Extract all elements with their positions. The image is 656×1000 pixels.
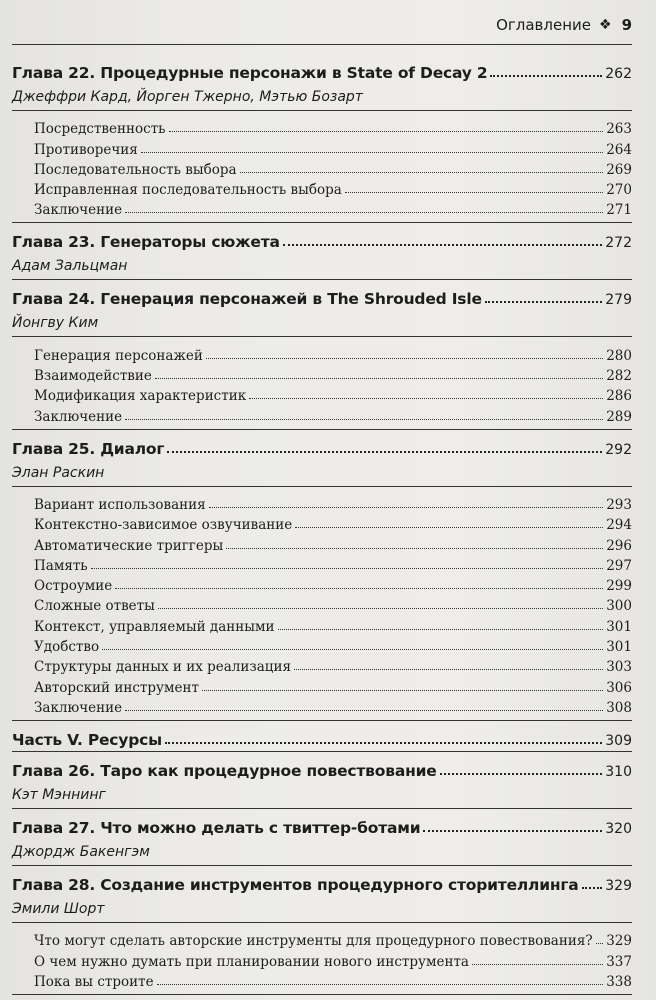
section-page: 293 <box>606 496 632 513</box>
section-title: Вариант использования <box>34 496 206 513</box>
section-title: Авторский инструмент <box>34 679 199 696</box>
section-list <box>12 487 632 720</box>
dot-leader <box>155 378 603 379</box>
chapter-page: 262 <box>605 66 632 82</box>
dot-leader <box>125 419 603 420</box>
chapter-page: 309 <box>605 732 632 749</box>
section-entry[interactable] <box>12 117 632 137</box>
section-entry[interactable] <box>12 675 632 695</box>
dot-leader <box>226 548 603 549</box>
section-title: Взаимодействие <box>34 368 152 385</box>
chapter-author: Кэт Мэннинг <box>12 786 106 803</box>
dot-leader <box>596 943 604 944</box>
section-entry[interactable] <box>12 513 632 533</box>
dot-leader <box>169 131 604 132</box>
chapter-author: Элан Раскин <box>12 460 632 487</box>
dot-leader <box>157 984 604 985</box>
dot-leader <box>141 152 603 153</box>
chapter-author: Джеффри Кард, Йорген Тжерно, Мэтью Бозарт <box>12 84 632 111</box>
chapter-title: Глава 22. Процедурные персонажи в State of Decay 2 <box>12 64 488 82</box>
toc-chapter <box>12 752 632 809</box>
section-entry[interactable] <box>12 364 632 384</box>
dot-leader <box>295 527 603 528</box>
toc-chapter <box>12 54 632 223</box>
section-page: 271 <box>606 202 632 219</box>
section-page: 301 <box>606 639 632 656</box>
section-entry[interactable] <box>12 655 632 675</box>
section-title: Структуры данных и их реализация <box>34 659 291 676</box>
chapter-author: Джордж Бакенгэм <box>12 843 150 860</box>
dot-leader <box>283 244 603 246</box>
section-entry[interactable] <box>12 970 632 990</box>
chapter-title: Глава 23. Генераторы сюжета <box>12 233 280 252</box>
section-page: 329 <box>606 933 632 950</box>
section-title: Память <box>34 557 88 574</box>
header-rule <box>12 44 632 45</box>
section-title: Остроумие <box>34 578 113 595</box>
section-page: 306 <box>606 679 632 696</box>
chapter-page: 279 <box>605 292 632 309</box>
section-entry[interactable] <box>12 554 632 574</box>
chapter-title: Часть V. Ресурсы <box>12 730 162 749</box>
dot-leader <box>440 773 603 775</box>
section-title: Автоматические триггеры <box>34 537 224 554</box>
dot-leader <box>102 649 603 650</box>
page-number: 9 <box>621 16 632 34</box>
dot-leader <box>167 451 602 453</box>
section-title: Что могут сделать авторские инструменты для процедурного повествования? <box>34 933 593 950</box>
chapter-entry[interactable] <box>12 866 632 896</box>
section-page: 338 <box>606 973 632 990</box>
section-entry[interactable] <box>12 614 632 634</box>
section-entry[interactable] <box>12 178 632 198</box>
dot-leader <box>485 301 603 303</box>
section-entry[interactable] <box>12 949 632 969</box>
section-page: 264 <box>606 141 632 158</box>
chapter-entry[interactable] <box>12 752 632 782</box>
dot-leader <box>472 964 603 965</box>
section-page: 308 <box>606 699 632 716</box>
section-title: Модификация характеристик <box>34 388 247 405</box>
chapter-entry[interactable] <box>12 223 632 253</box>
section-page: 300 <box>606 598 632 615</box>
chapter-entry[interactable] <box>12 430 632 460</box>
ornament-icon: ❖ <box>599 17 612 33</box>
chapter-entry[interactable] <box>12 809 632 839</box>
section-title: Удобство <box>34 639 100 656</box>
dot-leader <box>240 172 604 173</box>
chapter-author: Йонгву Ким <box>12 310 632 337</box>
chapter-page: 310 <box>605 763 632 780</box>
chapter-entry[interactable] <box>12 280 632 310</box>
chapter-entry[interactable] <box>12 54 632 84</box>
dot-leader <box>202 690 603 691</box>
dot-leader <box>582 887 603 889</box>
chapter-page: 292 <box>605 441 632 458</box>
dot-leader <box>490 75 602 77</box>
section-title: Контекстно-зависимое озвучивание <box>34 517 293 534</box>
chapter-title: Глава 27. Что можно делать с твиттер-ботами <box>12 818 421 837</box>
section-page: 282 <box>606 368 632 385</box>
section-page: 303 <box>606 659 632 676</box>
section-title: Пока вы строите <box>34 973 154 990</box>
section-page: 337 <box>606 953 632 970</box>
section-page: 280 <box>606 347 632 364</box>
section-entry[interactable] <box>12 696 632 716</box>
section-page: 269 <box>606 161 632 178</box>
section-page: 263 <box>606 121 632 138</box>
chapter-page: 320 <box>605 820 632 837</box>
section-page: 299 <box>606 578 632 595</box>
dot-leader <box>423 830 602 832</box>
section-page: 294 <box>606 517 632 534</box>
chapter-author: Эмили Шорт <box>12 896 632 923</box>
chapter-title: Глава 24. Генерация персонажей в The Shrouded Isle <box>12 290 482 309</box>
section-title: Посредственность <box>34 121 166 138</box>
section-page: 301 <box>606 618 632 635</box>
section-entry[interactable] <box>12 158 632 178</box>
section-entry[interactable] <box>12 198 632 218</box>
section-page: 289 <box>606 408 632 425</box>
running-head <box>496 16 632 34</box>
section-title: О чем нужно думать при планировании нового инструмента <box>34 953 469 970</box>
chapter-entry[interactable] <box>12 721 632 751</box>
section-list <box>12 111 632 222</box>
section-title: Противоречия <box>34 141 138 158</box>
section-entry[interactable] <box>12 635 632 655</box>
section-page: 286 <box>606 388 632 405</box>
dot-leader <box>158 608 603 609</box>
toc-chapter <box>12 721 632 752</box>
section-list <box>12 337 632 428</box>
chapter-title: Глава 25. Диалог <box>12 439 165 458</box>
section-title: Последовательность выбора <box>34 161 237 178</box>
section-entry[interactable] <box>12 594 632 614</box>
section-entry[interactable] <box>12 404 632 424</box>
toc-chapter <box>12 223 632 280</box>
section-title: Заключение <box>34 408 123 425</box>
dot-leader <box>345 192 603 193</box>
dot-leader <box>206 358 603 359</box>
dot-leader <box>125 710 603 711</box>
section-page: 297 <box>606 557 632 574</box>
toc-chapter <box>12 280 632 429</box>
section-entry[interactable] <box>12 929 632 949</box>
section-entry[interactable] <box>12 343 632 363</box>
section-entry[interactable] <box>12 574 632 594</box>
dot-leader <box>165 742 602 744</box>
section-entry[interactable] <box>12 493 632 513</box>
section-title: Заключение <box>34 202 123 219</box>
section-page: 296 <box>606 537 632 554</box>
running-head-title: Оглавление <box>496 16 591 34</box>
chapter-author: Адам Зальцман <box>12 258 128 275</box>
section-title: Исправленная последовательность выбора <box>34 182 342 199</box>
dot-leader <box>91 568 604 569</box>
section-entry[interactable] <box>12 137 632 157</box>
chapter-page: 329 <box>605 877 632 894</box>
table-of-contents <box>12 54 632 995</box>
section-entry[interactable] <box>12 384 632 404</box>
section-title: Генерация персонажей <box>34 347 203 364</box>
toc-chapter <box>12 866 632 995</box>
section-title: Заключение <box>34 699 123 716</box>
dot-leader <box>249 398 603 399</box>
chapter-page: 272 <box>605 235 632 252</box>
toc-chapter <box>12 809 632 866</box>
chapter-title: Глава 28. Создание инструментов процедурного сторителлинга <box>12 875 579 894</box>
section-title: Контекст, управляемый данными <box>34 618 275 635</box>
dot-leader <box>125 212 603 213</box>
section-list <box>12 923 632 994</box>
section-title: Сложные ответы <box>34 598 155 615</box>
section-page: 270 <box>606 182 632 199</box>
chapter-title: Глава 26. Таро как процедурное повествование <box>12 761 437 780</box>
dot-leader <box>278 629 604 630</box>
section-entry[interactable] <box>12 533 632 553</box>
toc-chapter <box>12 430 632 721</box>
dot-leader <box>294 669 603 670</box>
dot-leader <box>209 507 604 508</box>
dot-leader <box>115 588 603 589</box>
